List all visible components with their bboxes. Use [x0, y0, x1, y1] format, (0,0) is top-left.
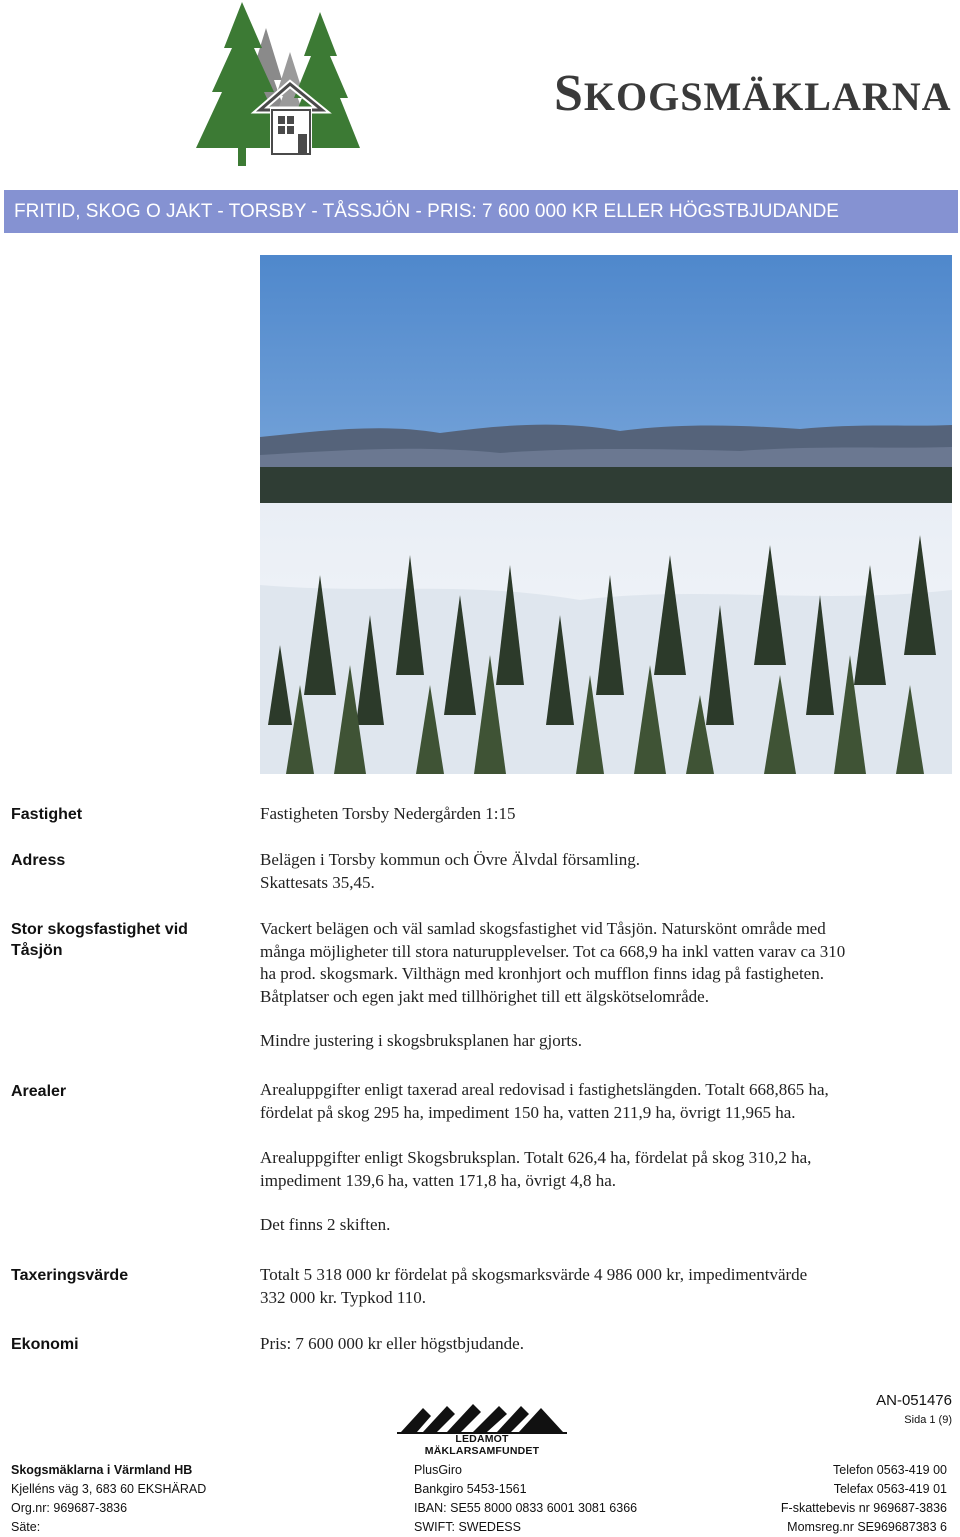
listing-title: FRITID, SKOG O JAKT - TORSBY - TÅSSJÖN - PRIS: 7 600 000 KR ELLER HÖGSTBJUDANDE	[14, 200, 839, 222]
object-reference: AN-051476	[876, 1392, 952, 1409]
ekonomi-label: Ekonomi	[11, 1336, 79, 1353]
footer-company: Skogsmäklarna i Värmland HB Kjelléns väg 3, 683 60 EKSHÄRAD Org.nr: 969687-3836 Säte:	[11, 1463, 207, 1534]
footer-contact: Telefon 0563-419 00 Telefax 0563-419 01 F-skattebevis nr 969687-3836 Momsreg.nr SE969687383 6	[780, 1463, 947, 1534]
msf-badge-text: LEDAMOT MÄKLARSAMFUNDET	[424, 1433, 540, 1457]
company-logo	[190, 0, 952, 168]
arealer-taxerad: Arealuppgifter enligt taxerad areal redovisad i fastighetslängden. Totalt 668,865 ha, fördelat på skog 295 ha, impediment 150 ha, vatten 211,9 ha, övrigt 11,965 ha.	[260, 1080, 829, 1122]
arealer-skogsbruksplan: Arealuppgifter enligt Skogsbruksplan. Totalt 626,4 ha, fördelat på skog 310,2 ha, impediment 139,6 ha, vatten 171,8 ha, övrigt 4,8 ha.	[260, 1148, 812, 1190]
adress-value: Belägen i Torsby kommun och Övre Älvdal församling. Skattesats 35,45.	[260, 850, 640, 892]
footer-bank: PlusGiro Bankgiro 5453-1561 IBAN: SE55 8000 0833 6001 3081 6366 SWIFT: SWEDESS	[414, 1463, 638, 1534]
stor-skogsfastighet-description: Vackert belägen och väl samlad skogsfastighet vid Tåsjön. Naturskönt område med många möjligheter till stora naturupplevelser. Tot ca 668,9 ha inkl vatten varav ca 310 ha prod. skogsmark. Vilthägn med kronhjort och mufflon finns idag på fastigheten. Båtplatser och egen jakt med tillhörighet till ett älgskötselområde.	[260, 919, 846, 1006]
logo-trees-house-icon	[190, 0, 380, 168]
taxeringsvarde-value: Totalt 5 318 000 kr fördelat på skogsmarksvärde 4 986 000 kr, impedimentvärde 332 000 kr. Typkod 110.	[260, 1265, 808, 1307]
arealer-label: Arealer	[11, 1083, 67, 1100]
listing-title-bar	[4, 190, 958, 233]
taxeringsvarde-label: Taxeringsvärde	[11, 1267, 129, 1284]
property-photo	[260, 255, 952, 774]
adress-label: Adress	[11, 852, 66, 869]
fastighet-label: Fastighet	[11, 806, 83, 823]
logo-wordmark: SKOGSMÄKLARNA	[554, 65, 952, 122]
ekonomi-value: Pris: 7 600 000 kr eller högstbjudande.	[260, 1334, 524, 1353]
fastighet-value: Fastigheten Torsby Nedergården 1:15	[260, 804, 516, 823]
page-number: Sida 1 (9)	[904, 1414, 952, 1426]
arealer-skiften: Det finns 2 skiften.	[260, 1215, 391, 1234]
skogsbruksplan-note: Mindre justering i skogsbruksplanen har gjorts.	[260, 1031, 583, 1050]
stor-skogsfastighet-label: Stor skogsfastighet vid Tåsjön	[11, 921, 188, 959]
